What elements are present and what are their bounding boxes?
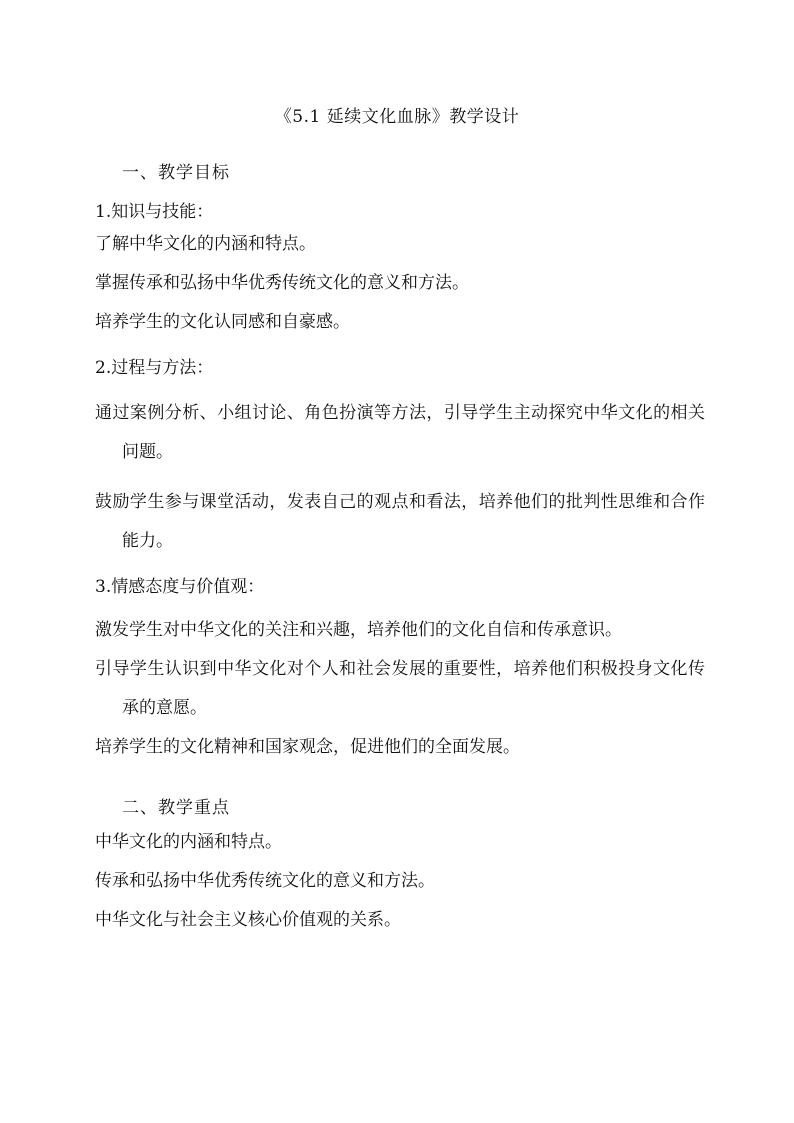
subheading-knowledge-skills: 1.知识与技能：	[95, 202, 214, 222]
paragraph: 培养学生的文化认同感和自豪感。	[95, 312, 350, 332]
section-heading-objectives: 一、教学目标	[122, 163, 230, 183]
paragraph: 通过案例分析、小组讨论、角色扮演等方法，引导学生主动探究中华文化的相关问题。	[95, 403, 705, 462]
document-title: 《5.1 延续文化血脉》教学设计	[274, 107, 520, 127]
paragraph: 培养学生的文化精神和国家观念，促进他们的全面发展。	[95, 737, 520, 757]
paragraph: 传承和弘扬中华优秀传统文化的意义和方法。	[95, 871, 435, 891]
paragraph: 中华文化与社会主义核心价值观的关系。	[95, 910, 401, 930]
section-heading-key-points: 二、教学重点	[122, 798, 230, 818]
paragraph: 引导学生认识到中华文化对个人和社会发展的重要性，培养他们积极投身文化传承的意愿。	[95, 659, 705, 718]
paragraph: 激发学生对中华文化的关注和兴趣，培养他们的文化自信和传承意识。	[95, 620, 622, 640]
paragraph: 鼓励学生参与课堂活动，发表自己的观点和看法，培养他们的批判性思维和合作能力。	[95, 492, 705, 551]
document-body	[95, 158, 705, 940]
paragraph: 掌握传承和弘扬中华优秀传统文化的意义和方法。	[95, 273, 469, 293]
subheading-process-methods: 2.过程与方法：	[95, 358, 214, 378]
subheading-attitudes-values: 3.情感态度与价值观：	[95, 577, 265, 597]
paragraph: 中华文化的内涵和特点。	[95, 832, 282, 852]
paragraph: 了解中华文化的内涵和特点。	[95, 234, 316, 254]
